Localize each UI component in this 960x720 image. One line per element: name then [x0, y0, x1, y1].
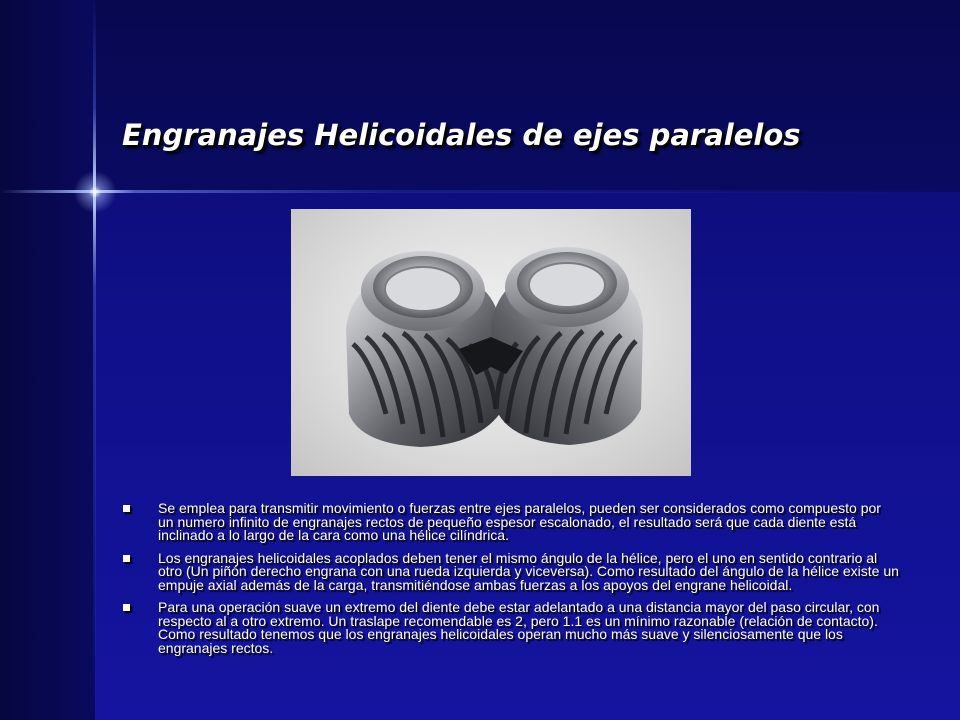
slide-title: Engranajes Helicoidales de ejes paralelos: [122, 118, 801, 152]
bullet-text: Para una operación suave un extremo del diente debe estar adelantado a una distancia mayor del paso circular, con respecto al a otro extremo. Un traslape recomendable es 2, pero 1.1 es un mínimo razonable (relación de contacto). Como resultado tenemos que los engranajes helicoidales operan mucho más suave y silenciosamente que los engranajes rectos.: [158, 599, 880, 656]
bullet-list: [120, 502, 900, 664]
light-flare-horizontal: [0, 190, 960, 193]
bullet-icon: [123, 604, 130, 611]
bullet-icon: [123, 555, 130, 562]
bullet-text: Se emplea para transmitir movimiento o fuerzas entre ejes paralelos, pueden ser considerados como compuesto por un numero infinito de engranajes rectos de pequeño espesor escalonado, el resultado será que cada diente está inclinado a lo largo de la cara como una hélice cilíndrica.: [158, 500, 881, 543]
slide-left-band: [0, 0, 95, 720]
helical-gears-photo: [291, 209, 691, 476]
light-flare-vertical: [93, 0, 96, 720]
slide-top-band: [95, 0, 960, 192]
right-gear: [491, 247, 643, 445]
list-item: [120, 549, 900, 593]
list-item: [120, 601, 900, 655]
list-item: [120, 502, 900, 543]
light-flare-glow: [70, 167, 120, 217]
bullet-icon: [123, 505, 130, 512]
helical-gears-illustration: [291, 209, 691, 476]
bullet-text: Los engranajes helicoidales acoplados deben tener el mismo ángulo de la hélice, pero el uno en sentido contrario al otro (Un piñón derecho engrana con una rueda izquierda y viceversa). Como resultado del ángulo de la hélice existe un empuje axial además de la carga, transmitiéndose ambas fuerzas a los apoyos del engrane helicoidal.: [158, 549, 899, 593]
